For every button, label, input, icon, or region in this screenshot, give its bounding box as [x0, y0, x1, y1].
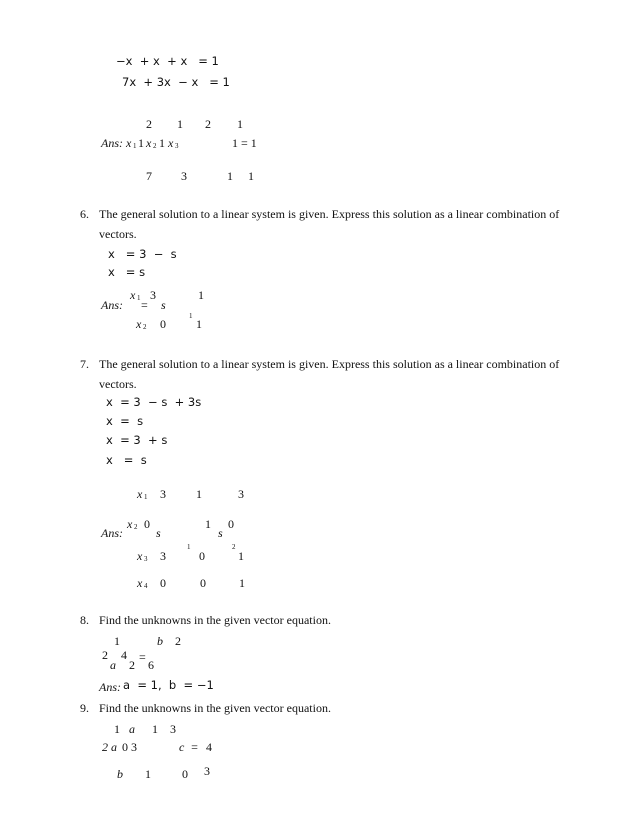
p8-ans-label: Ans:: [99, 680, 121, 694]
top-coef-2: 1: [159, 136, 165, 150]
p6-bottom-right: 1: [196, 317, 202, 331]
problem-6-equation-2: x = s: [108, 265, 146, 279]
p9-r3-b: 1: [145, 767, 151, 781]
p6-v2: 0: [160, 317, 166, 331]
p6-small-1: 1: [189, 312, 193, 320]
top-x2: x: [146, 136, 152, 150]
p8-r2-a: 2: [102, 648, 108, 662]
problem-8-number: 8.: [80, 613, 89, 627]
p8-r3-c: 6: [148, 658, 154, 672]
top-row3-c: 1: [227, 169, 233, 183]
p6-top-right: 1: [198, 288, 204, 302]
p7-s2: s: [218, 526, 223, 540]
problem-7-equation-1: x = 3 − s + 3s: [106, 395, 202, 409]
p9-r2-c: c =: [179, 740, 199, 754]
p9-r2-b: 0 3: [122, 740, 137, 754]
p8-r3-a: a: [110, 658, 116, 672]
p7-small-2: 2: [232, 543, 236, 551]
p8-r2-b: 4: [121, 648, 127, 662]
p7-row2-sub: 2: [134, 523, 138, 531]
p8-r1-a: 1: [114, 634, 120, 648]
problem-6-text-line2: vectors.: [99, 227, 137, 241]
p7-row2-c: 0: [228, 517, 234, 531]
p7-row1-var: x: [137, 487, 143, 501]
top-equation-1: −x + x + x = 1: [116, 54, 219, 68]
p7-row1-c: 3: [238, 487, 244, 501]
p6-x1-sub: 1: [137, 294, 141, 302]
p6-x1: x: [130, 288, 136, 302]
p9-r1-d: 3: [170, 722, 176, 736]
top-coef-1: 1: [138, 136, 144, 150]
p7-row3-a: 3: [160, 549, 166, 563]
p7-s1: s: [156, 526, 161, 540]
p9-r1-c: 1: [152, 722, 158, 736]
problem-6-equation-1: x = 3 − s: [108, 247, 177, 261]
top-x1-sub: 1: [133, 142, 137, 150]
problem-7-equation-3: x = 3 + s: [106, 433, 168, 447]
p8-r2-c: =: [139, 650, 146, 664]
top-row1-d: 1: [237, 117, 243, 131]
top-rhs: 1 = 1: [232, 136, 257, 150]
problem-7-equation-2: x = s: [106, 414, 144, 428]
problem-7-equation-4: x = s: [106, 453, 147, 467]
p6-x2: x: [136, 317, 142, 331]
p7-ans-label: Ans:: [101, 526, 123, 540]
problem-7-text-line1: The general solution to a linear system is given. Express this solution as a linear combination of: [99, 357, 560, 371]
p7-row1-sub: 1: [144, 493, 148, 501]
top-row1-c: 2: [205, 117, 211, 131]
p7-row3-b: 0: [199, 549, 205, 563]
p7-row3-c: 1: [238, 549, 244, 563]
p6-x2-sub: 2: [143, 323, 147, 331]
p9-r1-a: 1: [114, 722, 120, 736]
p8-r1-b: b: [157, 634, 163, 648]
problem-6-text-line1: The general solution to a linear system is given. Express this solution as a linear combination of: [99, 207, 560, 221]
p7-row4-sub: 4: [144, 582, 148, 590]
top-x2-sub: 2: [153, 142, 157, 150]
p6-equals: =: [141, 298, 148, 312]
p9-r3-d: 3: [204, 764, 210, 778]
p8-r1-c: 2: [175, 634, 181, 648]
problem-7-text-line2: vectors.: [99, 377, 137, 391]
problem-7-number: 7.: [80, 357, 89, 371]
top-row1-b: 1: [177, 117, 183, 131]
p7-row2-b: 1: [205, 517, 211, 531]
p7-row2-a: 0: [144, 517, 150, 531]
top-row1-a: 2: [146, 117, 152, 131]
p9-r1-b: a: [129, 722, 135, 736]
p7-small-1: 1: [187, 543, 191, 551]
top-row3-b: 3: [181, 169, 187, 183]
p7-row3-var: x: [137, 549, 143, 563]
top-row3-a: 7: [146, 169, 152, 183]
problem-6-number: 6.: [80, 207, 89, 221]
p7-row4-var: x: [137, 576, 143, 590]
p6-ans-label: Ans:: [101, 298, 123, 312]
p7-row3-sub: 3: [144, 555, 148, 563]
p7-row4-b: 0: [200, 576, 206, 590]
problem-8-text: Find the unknowns in the given vector equation.: [99, 613, 331, 627]
top-row3-d: 1: [248, 169, 254, 183]
p9-r3-a: b: [117, 767, 123, 781]
p7-row2-var: x: [127, 517, 133, 531]
p6-v1: 3: [150, 288, 156, 302]
p6-s: s: [161, 298, 166, 312]
top-ans-label: Ans:: [101, 136, 123, 150]
p9-r2-d: 4: [206, 740, 212, 754]
p9-r3-c: 0: [182, 767, 188, 781]
p8-answer: a = 1, b = −1: [123, 678, 214, 692]
p7-row4-a: 0: [160, 576, 166, 590]
problem-9-text: Find the unknowns in the given vector equation.: [99, 701, 331, 715]
problem-9-number: 9.: [80, 701, 89, 715]
top-x3-sub: 3: [175, 142, 179, 150]
p9-r2-a: 2 a: [102, 740, 117, 754]
top-equation-2: 7x + 3x − x = 1: [122, 75, 230, 89]
p8-r3-b: 2: [129, 658, 135, 672]
top-x3: x: [168, 136, 174, 150]
p7-row1-b: 1: [196, 487, 202, 501]
top-x1: x: [126, 136, 132, 150]
p7-row1-a: 3: [160, 487, 166, 501]
p7-row4-c: 1: [239, 576, 245, 590]
